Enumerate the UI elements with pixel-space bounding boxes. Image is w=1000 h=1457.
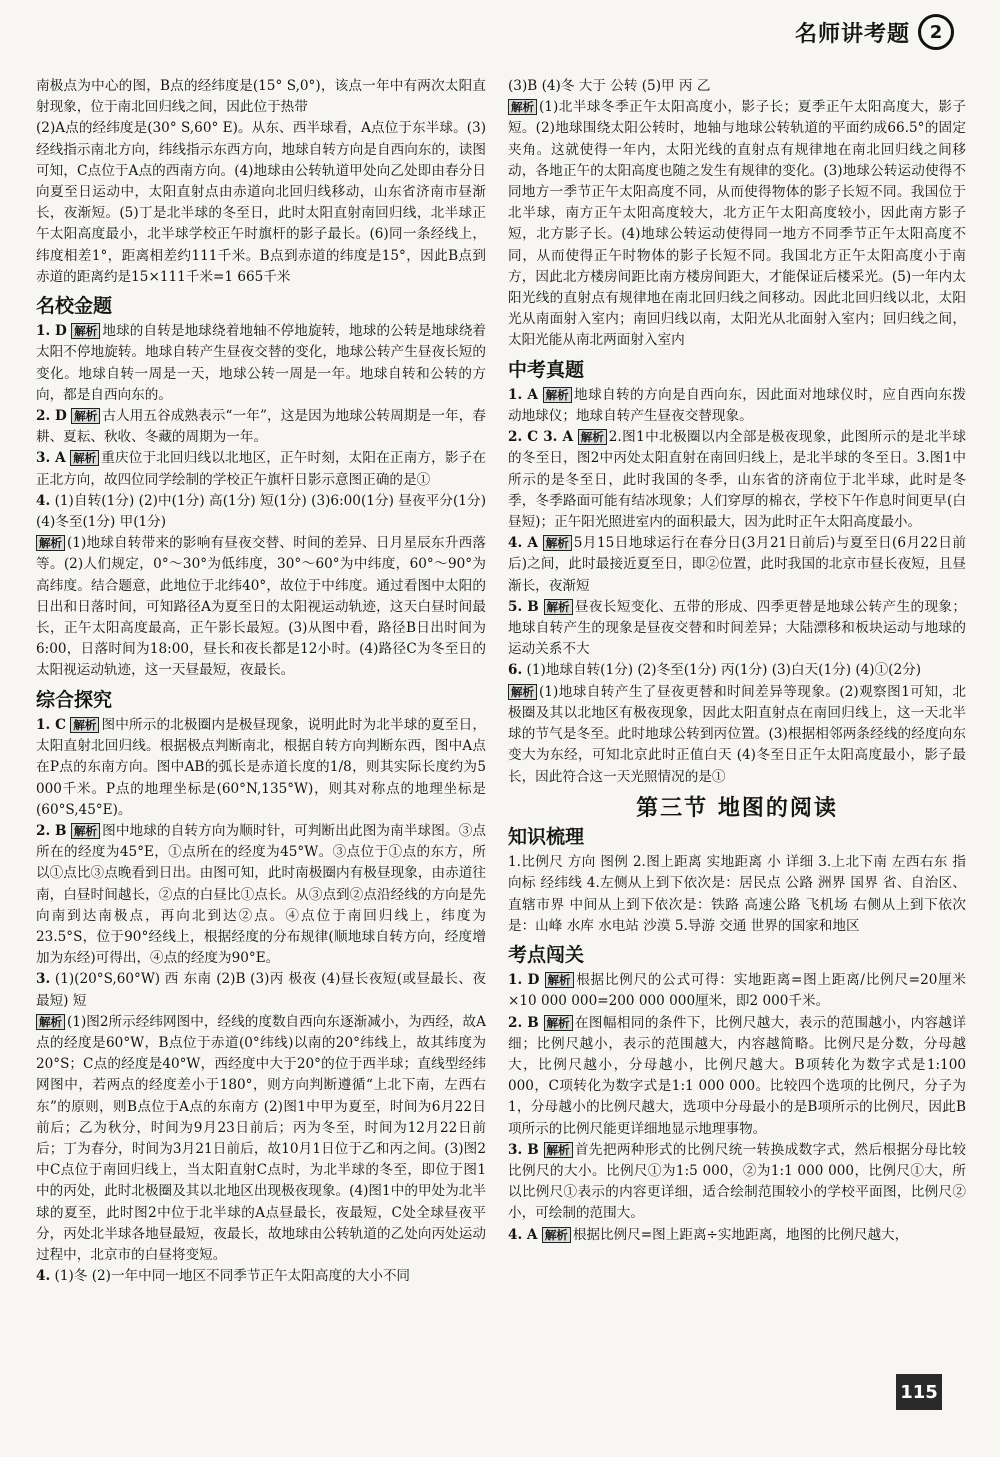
answer-item (508, 660, 966, 681)
item-number: 1. A (508, 386, 538, 403)
answer-item (36, 1266, 486, 1287)
answer-item (508, 385, 966, 427)
answer-item (36, 491, 486, 533)
answer-item (508, 970, 966, 1012)
item-text: 图中地球的自转方向为顺时针，可判断出此图为南半球图。③点所在的经度为45°E，①点所在的经度为45°W。③点位于①点的东方，所以①点比③点晚看到日出。由图可知，此时南极圈内有极昼现象，由赤道往南，白昼时间越长，②点的白昼比①点长。从③点到②点沿经线的方向是先向南到达南极点，再向北到达②点。④点位于南回归线上，纬度为23.5°S，位于90°经线上，根据经度的分布规律(顺地球自转方向，经度增加为东经)可得出，④点的经度为90°E。 (36, 822, 487, 967)
analysis-tag: 解析 (578, 429, 607, 445)
item-text: (1)图2所示经纬网图中，经线的度数自西向东逐渐减小，为西经，故A点的经度是60°W，B点位于赤道(0°纬线)以南的20°纬线上，故其纬度为20°S；C点的经度是40°W，西经度中大于20°的位于西半球；直线型经纬网图中，若两点的经度差小于180°，则方向判断遵循“上北下南，左西右东”的原则，则B点位于A点的东南方 (2)图1中甲为夏至，时间为6月22日前后；乙为秋分，时间为9月23日前后；丙为冬至，时间为12月22日前后；丁为春分，时间为3月21日前后，故10月1日位于乙和丙之间。(3)图2中C点位于南回归线上，当太阳直射C点时，为北半球的冬至，即位于图1中的丙处，此时北极圈及其以北地区出现极夜现象。(4)图1中的甲处为北半球的夏至，此时图2中位于北半球的A点昼最长，夜最短，C处全球昼夜平分，丙处北半球各地昼最短，夜最长，故地球由公转轨道的乙处向丙处运动过程中，北京市的白昼将变短。 (36, 1013, 486, 1263)
answer-item (508, 1013, 966, 1140)
analysis-tag: 解析 (544, 599, 573, 615)
item-text: (1)北半球冬季正午太阳高度小，影子长；夏季正午太阳高度大，影子短。(2)地球围绕太阳公转时，地轴与地球公转轨道的平面约成66.5°的固定夹角。这就使得一年内，太阳光线的直射点有规律地在南北回归线之间移动，各地正午的太阳高度也随之发生有规律的变化。(3)地球公转运动使得不同地方一季节正午太阳高度不同，从而使得物体的影子长短不同。我国位于北半球，南方正午太阳高度较大，北方正午太阳高度较小，因此南方影子短，北方影子长。(4)地球公转运动使得同一地方不同季节正午太阳高度不同，从而使得正午时物体的影子长短不同。我国北方正午太阳高度小于南方，因此北方楼房间距比南方楼房间距大，才能保证后楼采光。(5)一年内太阳光线的直射点有规律地在南北回归线之间移动。因此北回归线以北，太阳光从南面射入室内；南回归线以南，太阳光从北面射入室内；回归线之间，太阳光能从南北两面射入室内 (508, 99, 966, 349)
answer-item (508, 97, 966, 351)
item-number: 4. (36, 1268, 51, 1285)
item-number: 1. C (36, 716, 66, 733)
item-text: 根据比例尺的公式可得：实地距离=图上距离/比例尺=20厘米×10 000 000=200 000 000厘米，即2 000千米。 (508, 972, 967, 1010)
section-heading: 知识梳理 (508, 825, 585, 848)
answer-item (508, 1140, 966, 1225)
item-text: 1.比例尺 方向 图例 2.图上距离 实地距离 小 详细 3.上北下南 左西右东 指向标 经纬线 4.左侧从上到下依次是：居民点 公路 洲界 国界 省、自治区、直辖市界 中间从上到下依次是：铁路 高速公路 飞机场 右侧从上到下依次是：山峰 水库 水电站 沙漠 5.导游 交通 世界的国家和地区 (508, 854, 966, 934)
header-title: 名师讲考题 (794, 21, 910, 47)
analysis-tag: 解析 (542, 1227, 571, 1243)
item-text: 昼夜长短变化、五带的形成、四季更替是地球公转产生的现象；地球自转产生的现象是昼夜交替和时间差异；大陆漂移和板块运动与地球的运动关系不大 (508, 598, 967, 658)
answer-item (36, 406, 486, 448)
left-column (36, 76, 486, 1287)
analysis-tag: 解析 (70, 717, 99, 733)
item-text: (1)自转(1分) (2)中(1分) 高(1分) 短(1分) (3)6:00(1分) 昼夜平分(1分) (4)冬至(1分) 甲(1分) (36, 492, 486, 531)
item-number: 6. (508, 662, 523, 679)
item-number: 4. A (508, 1226, 538, 1243)
item-number: 4. A (508, 535, 538, 552)
answer-item (508, 76, 966, 97)
answer-item (36, 533, 486, 681)
analysis-tag: 解析 (544, 1142, 573, 1158)
chapter-title: 第三节 地图的阅读 (636, 795, 838, 821)
section-heading: 考点闯关 (508, 943, 585, 966)
item-text: (1)冬 (2)一年中同一地区不同季节正午太阳高度的大小不同 (54, 1268, 411, 1285)
analysis-tag: 解析 (70, 450, 99, 466)
item-number: 4. (36, 492, 51, 509)
section-heading: 中考真题 (508, 358, 585, 381)
section-heading: 综合探究 (36, 688, 113, 711)
answer-item (508, 852, 966, 937)
analysis-tag: 解析 (71, 323, 100, 339)
item-text: (1)地球自转产生了昼夜更替和时间差异等现象。(2)观察图1可知，北极圈及其以北地区有极夜现象，因此太阳直射点在南回归线上，这一天北半球的节气是冬至。此时地球公转到丙位置。(3)根据相邻两条经线的经度向东变大为东经，可知北京此时正值白天 (4)冬至日正午太阳高度最小，影子最长，因此符合这一天光照情况的是① (508, 683, 966, 785)
item-number: 1. D (508, 972, 540, 989)
item-number: 2. B (508, 1014, 539, 1031)
item-number: 2. D (36, 408, 67, 425)
item-number: 3. B (508, 1141, 539, 1158)
analysis-tag: 解析 (543, 535, 572, 551)
answer-item (36, 1012, 486, 1266)
brand-logo-icon: 2 (918, 14, 954, 50)
analysis-tag: 解析 (508, 99, 537, 115)
analysis-tag: 解析 (508, 684, 537, 700)
analysis-tag: 解析 (71, 408, 100, 424)
answer-item (508, 597, 966, 661)
item-text: 2.图1中北极圈以内全部是极夜现象，此图所示的是北半球的冬至日，图2中丙处太阳直射在南回归线上，是北半球的冬至日。3.图1中所示的是冬至日，此时我国的冬季，山东省的济南位于北半球，此时是冬季，冬季路面可能有结冰现象；人们穿厚的棉衣，学校下午作息时间更早(白昼短)；正午阳光照进室内的面积最大，因为此时正午太阳高度最小。 (508, 429, 966, 531)
intro-paragraph: 南极点为中心的图，B点的经纬度是(15° S,0°)，该点一年中有两次太阳直射现象，位于南北回归线之间，因此位于热带 (36, 78, 486, 116)
item-number: 3. (36, 971, 51, 988)
analysis-tag: 解析 (71, 823, 100, 839)
item-text: 图中所示的北极圈内是极昼现象，说明此时为北半球的夏至日，太阳直射北回归线。根据极点判断南北，根据自转方向判断东西，图中A点在P点的东南方向。图中AB的弧长是赤道长度的1/8，则其实际长度约为5 000千米。P点的地理坐标是(60°N,135°W)，则其对称点的地理坐标是(60°S,45°E)。 (36, 716, 486, 818)
answer-item (36, 969, 486, 1011)
item-text: 重庆位于北回归线以北地区，正午时刻，太阳在正南方，影子在正北方向，故四位同学绘制的学校正午旗杆日影示意图正确的是① (36, 450, 486, 488)
item-text: (1)地球自转带来的影响有昼夜交替、时间的差异、日月星辰东升西落等。(2)人们规定，0°～30°为低纬度，30°～60°为中纬度，60°～90°为高纬度。结合题意，此地位于北纬40°，故位于中纬度。通过看图中太阳的日出和日落时间，可知路径A为夏至日的太阳视运动轨迹，这天白昼时间最长，正午太阳高度最高，正午影长最短。(3)从图中看，路径B日出时间为6:00，日落时间为18:00，昼长和夜长都是12小时。(4)路径C为冬至日的太阳视运动轨迹，这一天昼最短，夜最长。 (36, 535, 486, 679)
answer-item (508, 1225, 966, 1246)
analysis-tag: 解析 (36, 1014, 65, 1030)
item-text: (3)B (4)冬 大于 公转 (5)甲 丙 乙 (508, 78, 711, 94)
intro-paragraph: (2)A点的经纬度是(30° S,60° E)。从东、西半球看，A点位于东半球。(3)经线指示南北方向，纬线指示东西方向，地球自转方向是自西向东的，读图可知，C点位于A点的西南方向。(4)地球由公转轨道甲处向乙处即由春分日向夏至日运动中，太阳直射点由赤道向北回归线移动，山东省济南市昼渐长，夜渐短。(5)丁是北半球的冬至日，此时太阳直射南回归线，北半球正午太阳高度最小，北半球学校正午时旗杆的影子最长。(6)同一条经线上，纬度相差1°，距离相差约111千米。B点到赤道的纬度是15°，因此B点到赤道的距离约是15×111千米=1 665千米 (36, 120, 486, 285)
item-text: 首先把两种形式的比例尺统一转换成数字式，然后根据分母比较比例尺的大小。比例尺①为1:5 000，②为1:1 000 000，比例尺①大，所以比例尺①表示的内容更详细，适合绘制范围较小的学校平面图，比例尺②小，可绘制的范围大。 (508, 1141, 967, 1222)
answer-item (508, 682, 966, 788)
item-number: 5. B (508, 598, 539, 615)
item-text: (1)(20°S,60°W) 西 东南 (2)B (3)丙 极夜 (4)昼长夜短(或昼最长、夜最短) 短 (36, 971, 486, 1009)
analysis-tag: 解析 (36, 535, 65, 551)
header (795, 14, 954, 50)
item-text: 5月15日地球运行在春分日(3月21日前后)与夏至日(6月22日前后)之间，此时最接近夏至日，即②位置，此时我国的北京市昼长夜短，且昼渐长，夜渐短 (508, 535, 966, 594)
item-number: 1. D (36, 323, 67, 340)
item-text: 古人用五谷成熟表示“一年”，这是因为地球公转周期是一年，春耕、夏耘、秋收、冬藏的周期为一年。 (36, 408, 486, 446)
item-number: 3. A (36, 450, 66, 467)
answer-item (36, 321, 486, 406)
answer-item (508, 427, 966, 533)
section-heading: 名校金题 (36, 295, 113, 318)
answer-item (36, 448, 486, 490)
item-text: 地球的自转是地球绕着地轴不停地旋转，地球的公转是地球绕着太阳不停地旋转。地球自转产生昼夜交替的变化，地球公转产生昼夜长短的变化。地球自转一周是一天，地球公转一周是一年。地球自转和公转的方向，都是自西向东的。 (36, 323, 486, 403)
analysis-tag: 解析 (543, 387, 572, 403)
item-text: 地球自转的方向是自西向东，因此面对地球仪时，应自西向东拨动地球仪；地球自转产生昼夜交替现象。 (508, 386, 966, 425)
right-column (508, 76, 966, 1246)
answer-item (508, 533, 966, 597)
item-text: (1)地球自转(1分) (2)冬至(1分) 丙(1分) (3)白天(1分) (4)①(2分) (526, 662, 922, 679)
item-number: 2. C 3. A (508, 429, 574, 446)
item-text: 在图幅相同的条件下，比例尺越大，表示的范围越小，内容越详细；比例尺越小，表示的范围越大，内容越简略。比例尺是分数，分母越大，比例尺越小，分母越小，比例尺越大。B项转化为数字式是1:100 000，C项转化为数字式是1:1 000 000。比较四个选项的比例尺，分子为1，分母越小的比例尺越大，选项中分母最小的是B项所示的比例尺，因此B项所示的比例尺能更详细地显示地理事物。 (508, 1014, 967, 1137)
analysis-tag: 解析 (545, 972, 574, 988)
item-number: 2. B (36, 822, 67, 839)
answer-item (36, 821, 486, 969)
page-number: 115 (900, 1381, 938, 1403)
analysis-tag: 解析 (544, 1015, 573, 1031)
answer-item (36, 715, 486, 821)
item-text: 根据比例尺=图上距离÷实地距离，地图的比例尺越大， (572, 1226, 909, 1243)
page-number-box (896, 1374, 942, 1410)
